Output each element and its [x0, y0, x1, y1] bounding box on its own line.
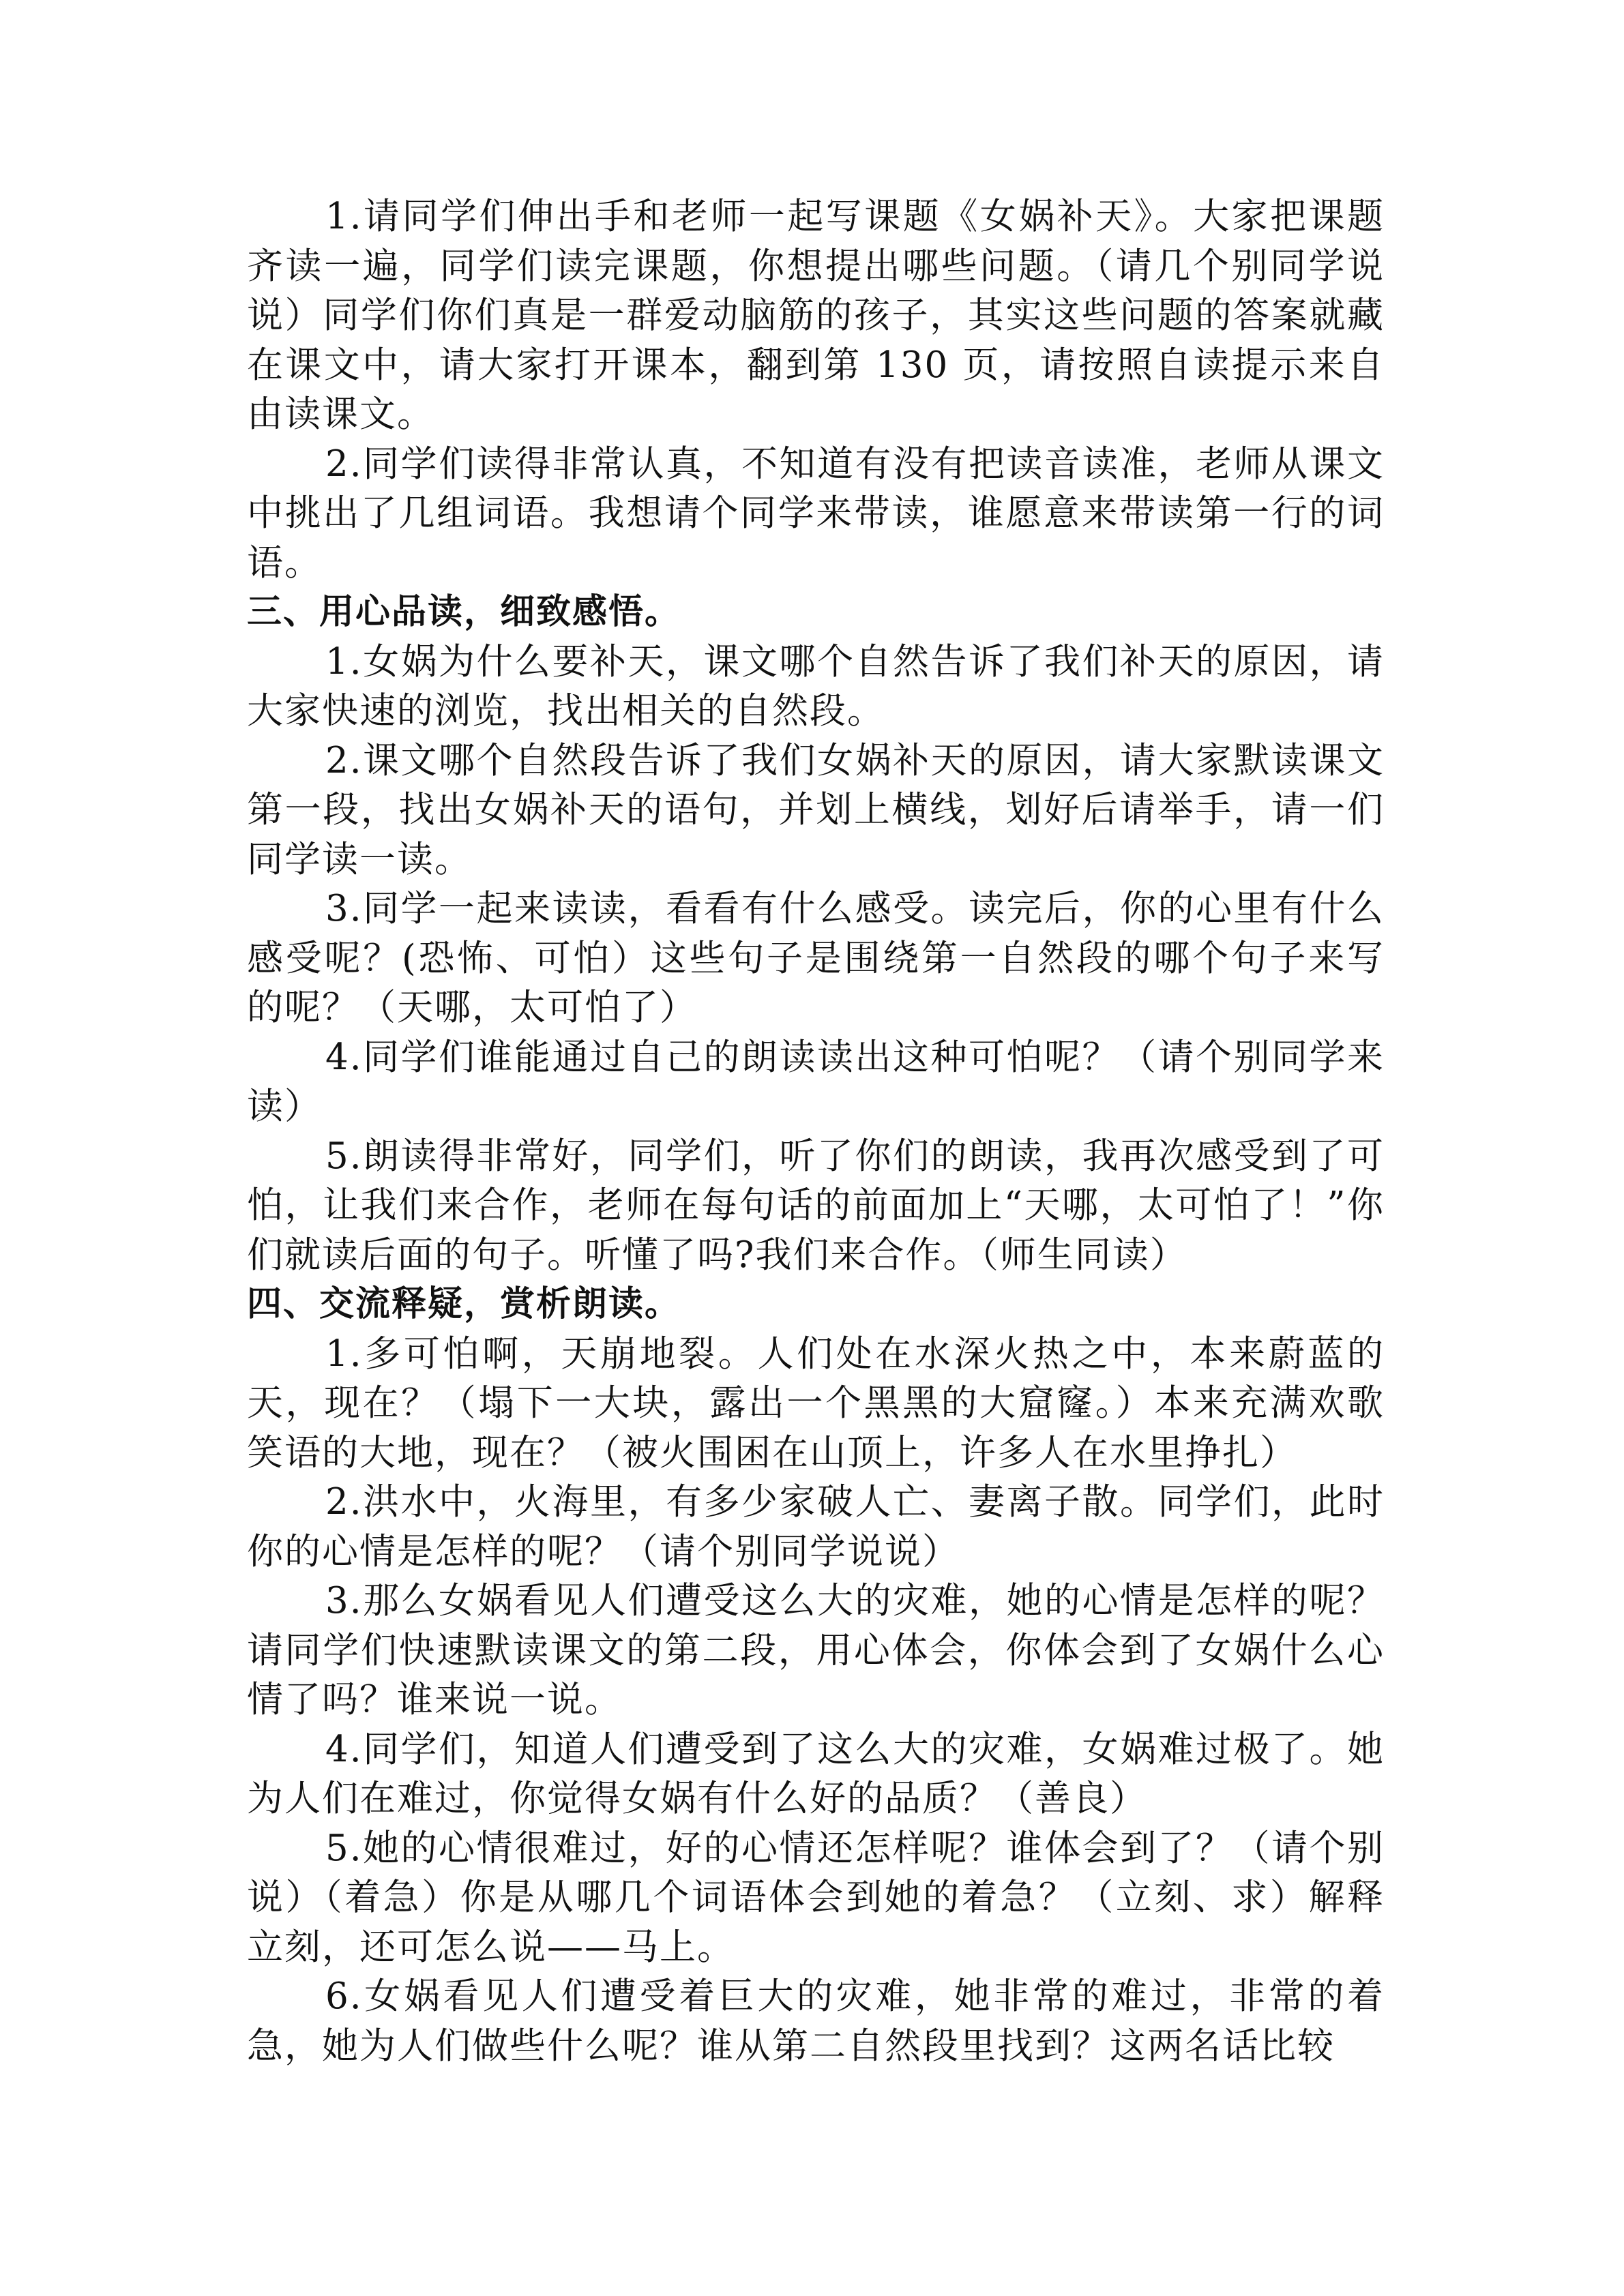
- paragraph: 1.多可怕啊，天崩地裂。人们处在水深火热之中，本来蔚蓝的天，现在？（塌下一大块，露出一个黑黑的大窟窿。）本来充满欢歌笑语的大地，现在？（被火围困在山顶上，许多人在水里挣扎）: [247, 1332, 1385, 1474]
- section-heading: 三、用心品读，细致感悟。: [247, 592, 681, 632]
- paragraph: 5.朗读得非常好，同学们，听了你们的朗读，我再次感受到了可怕，让我们来合作，老师在每句话的前面加上“天哪，太可怕了！”你们就读后面的句子。听懂了吗?我们来合作。（师生同读）: [247, 1135, 1385, 1276]
- paragraph: 2.课文哪个自然段告诉了我们女娲补天的原因，请大家默读课文第一段，找出女娲补天的语句，并划上横线，划好后请举手，请一们同学读一读。: [247, 739, 1385, 880]
- paragraph: 6.女娲看见人们遭受着巨大的灾难，她非常的难过，非常的着急，她为人们做些什么呢？谁从第二自然段里找到？这两名话比较: [247, 1976, 1385, 2067]
- paragraph: 4.同学们谁能通过自己的朗读读出这种可怕呢？（请个别同学来读）: [247, 1036, 1385, 1127]
- document-page: [247, 192, 1385, 2071]
- paragraph: 5.她的心情很难过，好的心情还怎样呢？谁体会到了？（请个别说）（着急）你是从哪几个词语体会到她的着急？（立刻、求）解释立刻，还可怎么说——马上。: [247, 1827, 1385, 1968]
- paragraph: 3.那么女娲看见人们遭受这么大的灾难，她的心情是怎样的呢？请同学们快速默读课文的第二段，用心体会，你体会到了女娲什么心情了吗？谁来说一说。: [247, 1580, 1385, 1720]
- paragraph: 3.同学一起来读读，看看有什么感受。读完后，你的心里有什么感受呢？(恐怖、可怕）这些句子是围绕第一自然段的哪个句子来写的呢？（天哪，太可怕了）: [247, 888, 1385, 1028]
- paragraph: 1.女娲为什么要补天，课文哪个自然告诉了我们补天的原因，请大家快速的浏览，找出相关的自然段。: [247, 640, 1385, 732]
- section-heading: 四、交流释疑，赏析朗读。: [247, 1284, 681, 1324]
- paragraph: 2.洪水中，火海里，有多少家破人亡、妻离子散。同学们，此时你的心情是怎样的呢？（请个别同学说说）: [247, 1481, 1385, 1572]
- paragraph: 4.同学们，知道人们遭受到了这么大的灾难，女娲难过极了。她为人们在难过，你觉得女娲有什么好的品质？（善良）: [247, 1728, 1385, 1819]
- paragraph: 2.同学们读得非常认真，不知道有没有把读音读准，老师从课文中挑出了几组词语。我想请个同学来带读，谁愿意来带读第一行的词语。: [247, 443, 1385, 584]
- paragraph: 1.请同学们伸出手和老师一起写课题《女娲补天》。大家把课题齐读一遍，同学们读完课题，你想提出哪些问题。（请几个别同学说说）同学们你们真是一群爱动脑筋的孩子，其实这些问题的答案就藏在课文中，请大家打开课本，翻到第 130 页，请按照自读提示来自由读课文。: [247, 196, 1385, 435]
